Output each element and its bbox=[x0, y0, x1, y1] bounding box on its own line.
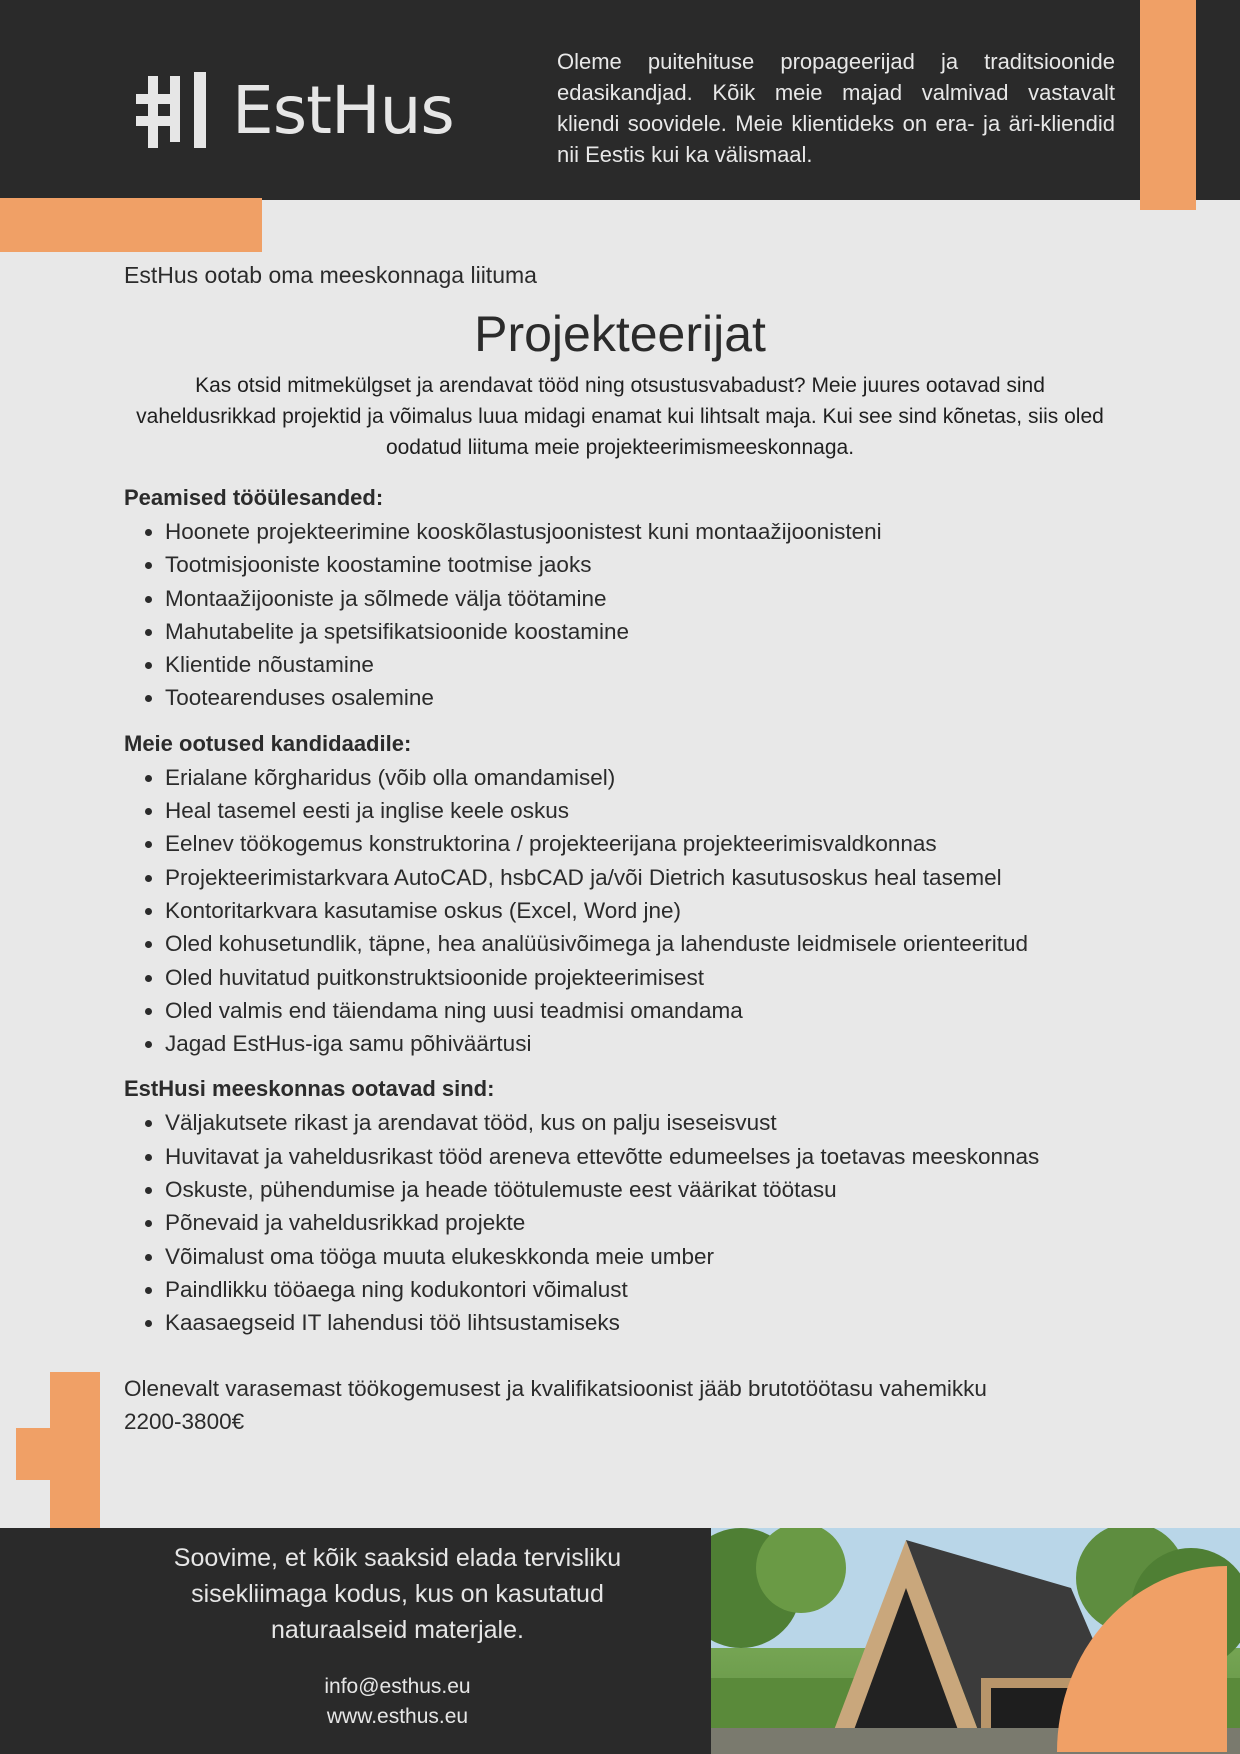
list-item: • Tootearenduses osalemine bbox=[165, 681, 1116, 714]
list-item: • Kaasaegseid IT lahendusi töö lihtsustamiseks bbox=[165, 1306, 1116, 1339]
job-title: Projekteerijat bbox=[474, 306, 766, 362]
logo-mark-icon bbox=[136, 72, 208, 148]
list-item: • Huvitavat ja vaheldusrikast tööd areneva ettevõtte edumeelses ja toetavas meeskonnas bbox=[165, 1140, 1116, 1173]
list-item: • Mahutabelite ja spetsifikatsioonide koostamine bbox=[165, 615, 1116, 648]
corner-accent-block bbox=[0, 198, 262, 252]
list-item: • Oled kohusetundlik, täpne, hea analüüsivõimega ja lahenduste leidmisele orienteeritud bbox=[165, 927, 1116, 960]
header-accent-bar bbox=[1140, 0, 1196, 210]
list-item: • Väljakutsete rikast ja arendavat tööd, kus on palju iseseisvust bbox=[165, 1106, 1116, 1139]
list-item: • Oskuste, pühendumise ja heade töötulemuste eest väärikat töötasu bbox=[165, 1173, 1116, 1206]
list-item: • Tootmisjooniste koostamine tootmise jaoks bbox=[165, 548, 1116, 581]
esthus-logo bbox=[136, 70, 454, 150]
section-offer bbox=[124, 1074, 1116, 1339]
section-heading: EstHusi meeskonnas ootavad sind: bbox=[124, 1076, 495, 1102]
list-item: • Eelnev töökogemus konstruktorina / projekteerijana projekteerimisvaldkonnas bbox=[165, 827, 1116, 860]
list-item: • Hoonete projekteerimine kooskõlastusjoonistest kuni montaažijoonisteni bbox=[165, 515, 1116, 548]
footer-mission-quote: Soovime, et kõik saaksid elada tervisliku sisekliimaga kodus, kus on kasutatud naturaalseid materjale. bbox=[173, 1544, 622, 1644]
job-ad-content bbox=[124, 258, 1116, 1438]
list-item: • Paindlikku tööaega ning kodukontori võimalust bbox=[165, 1273, 1116, 1306]
list-item: • Klientide nõustamine bbox=[165, 648, 1116, 681]
list-item: • Erialane kõrgharidus (võib olla omandamisel) bbox=[165, 761, 1116, 794]
list-item: • Montaažijooniste ja sõlmede välja töötamine bbox=[165, 582, 1116, 615]
logo-wordmark: EstHus bbox=[232, 71, 454, 149]
salary-info: Olenevalt varasemast töökogemusest ja kvalifikatsioonist jääb brutotöötasu vahemikku 2200-3800€ bbox=[124, 1375, 987, 1434]
list-item: • Põnevaid ja vaheldusrikkad projekte bbox=[165, 1206, 1116, 1239]
list-item: • Jagad EstHus-iga samu põhiväärtusi bbox=[165, 1027, 1116, 1060]
footer-contact bbox=[120, 1672, 675, 1732]
company-intro: Oleme puitehituse propageerijad ja traditsioonide edasikandjad. Kõik meie majad valmivad vastavalt kliendi soovidele. Meie klientideks on era- ja äri-kliendid nii Eestis kui ka välismaal. bbox=[557, 49, 1115, 167]
list-item: • Heal tasemel eesti ja inglise keele oskus bbox=[165, 794, 1116, 827]
eyebrow-text: EstHus ootab oma meeskonnaga liituma bbox=[124, 262, 537, 288]
list-item: • Oled huvitatud puitkonstruktsioonide projekteerimisest bbox=[165, 961, 1116, 994]
section-expectations bbox=[124, 729, 1116, 1061]
website-link[interactable]: www.esthus.eu bbox=[326, 1705, 469, 1728]
list-item: • Oled valmis end täiendama ning uusi teadmisi omandama bbox=[165, 994, 1116, 1027]
task-list bbox=[124, 515, 1116, 715]
section-heading: Meie ootused kandidaadile: bbox=[124, 730, 412, 756]
list-item: • Projekteerimistarkvara AutoCAD, hsbCAD ja/või Dietrich kasutusoskus heal tasemel bbox=[165, 861, 1116, 894]
section-tasks bbox=[124, 483, 1116, 715]
list-item: • Kontoritarkvara kasutamise oskus (Excel, Word jne) bbox=[165, 894, 1116, 927]
list-item: • Võimalust oma tööga muuta elukeskkonda meie umber bbox=[165, 1240, 1116, 1273]
email-link[interactable]: info@esthus.eu bbox=[324, 1675, 471, 1698]
expectations-list bbox=[124, 761, 1116, 1061]
section-heading: Peamised tööülesanded: bbox=[124, 485, 384, 510]
lead-paragraph: Kas otsid mitmekülgset ja arendavat tööd ning otsustusvabadust? Meie juures ootavad sind vaheldusrikkad projektid ja võimalus luua midagi enamat kui lihtsalt maja. Kui see sind kõnetas, siis oled oodatud liituma meie projekteerimismeeskonnaga. bbox=[136, 374, 1104, 459]
offer-list bbox=[124, 1106, 1116, 1339]
quarter-circle-accent-icon bbox=[1057, 1566, 1227, 1752]
house-photo bbox=[711, 1528, 1240, 1754]
